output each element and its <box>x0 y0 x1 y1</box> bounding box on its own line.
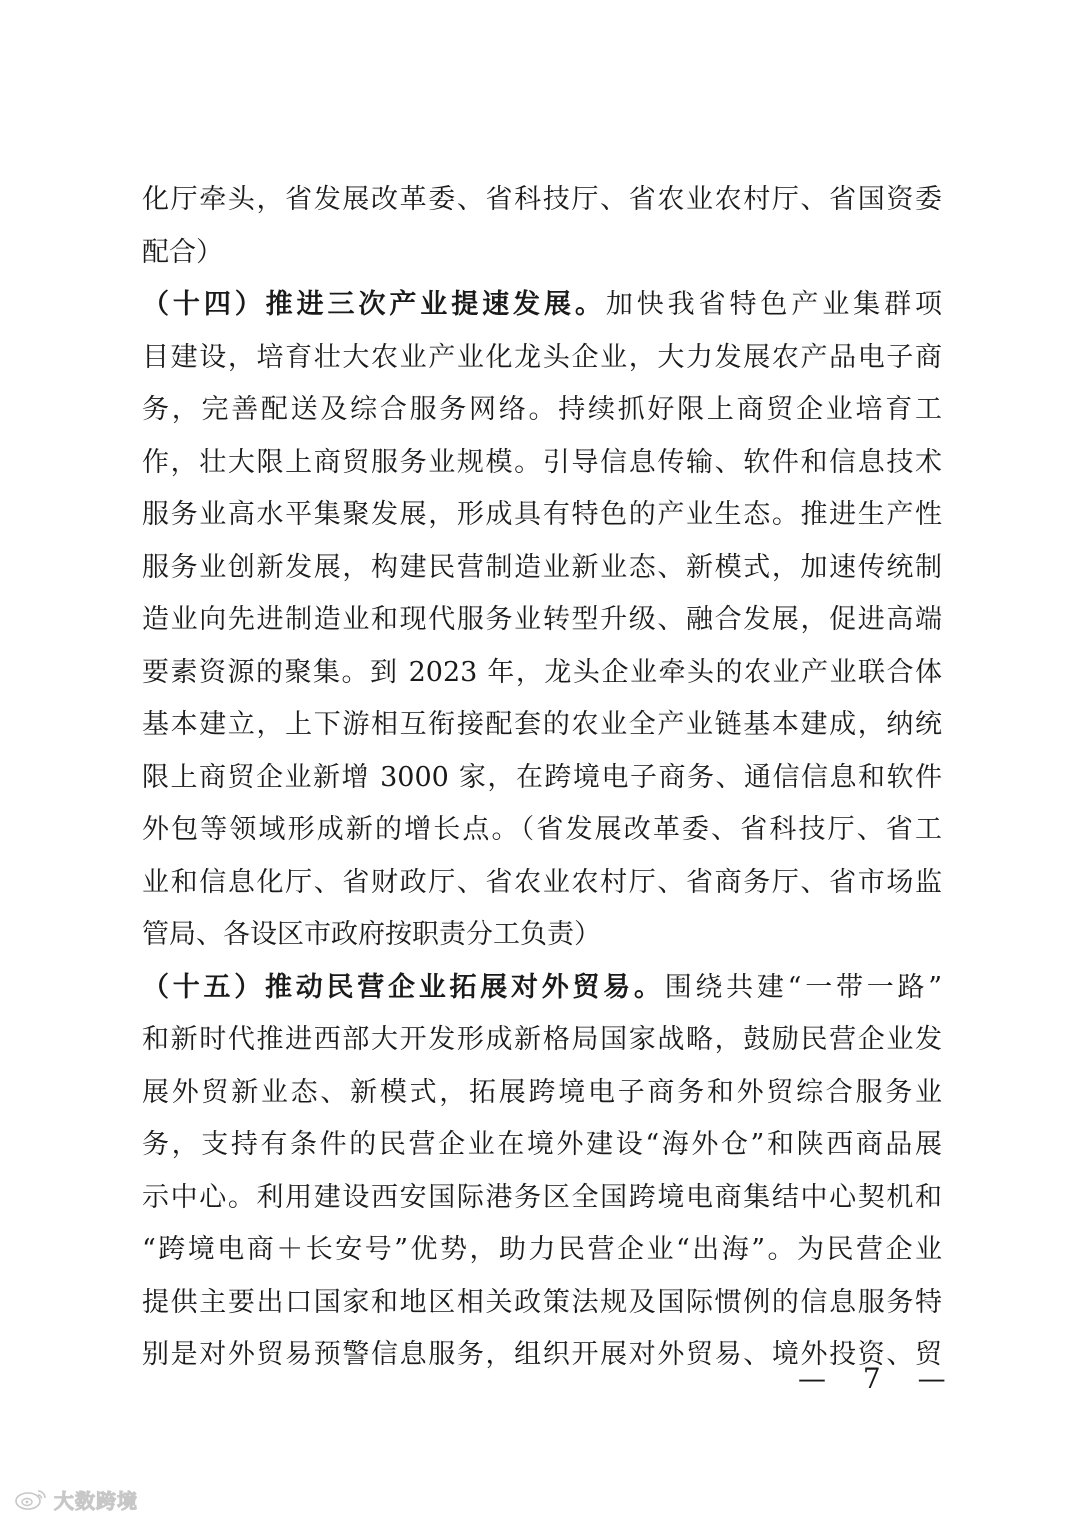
text-line-7: 服务业高水平集聚发展，形成具有特色的产业生态。推进生产性 <box>142 499 942 530</box>
text-line-21: “跨境电商＋长安号”优势，助力民营企业“出海”。为民营企业 <box>142 1234 942 1265</box>
text-line-16: （十五）推动民营企业拓展对外贸易。围绕共建“一带一路” <box>142 971 943 1003</box>
document-body <box>142 174 942 1382</box>
text-line-6: 作，壮大限上商贸服务业规模。引导信息传输、软件和信息技术 <box>142 446 942 478</box>
text-line-1: 化厅牵头，省发展改革委、省科技厅、省农业农村厅、省国资委 <box>142 184 942 215</box>
text-line-18: 展外贸新业态、新模式，拓展跨境电子商务和外贸综合服务业 <box>142 1076 942 1108</box>
text-line-11: 基本建立，上下游相互衔接配套的农业全产业链基本建成，纳统 <box>142 709 942 740</box>
text-line-10: 要素资源的聚集。到 2023 年，龙头企业牵头的农业产业联合体 <box>142 656 942 688</box>
text-line-14: 业和信息化厅、省财政厅、省农业农村厅、省商务厅、省市场监 <box>142 866 942 898</box>
text-line-5: 务，完善配送及综合服务网络。持续抓好限上商贸企业培育工 <box>142 394 942 425</box>
section-heading-14: （十四）推进三次产业提速发展。 <box>142 289 606 320</box>
page-number: — 7 — <box>798 1362 960 1395</box>
text-line-17: 和新时代推进西部大开发形成新格局国家战略，鼓励民营企业发 <box>142 1024 942 1055</box>
section-heading-15: （十五）推动民营企业拓展对外贸易。 <box>142 971 665 1003</box>
text-line-4: 目建设，培育壮大农业产业化龙头企业，大力发展农产品电子商 <box>142 341 942 373</box>
text-line-19: 务，支持有条件的民营企业在境外建设“海外仓”和陕西商品展 <box>142 1129 942 1160</box>
text-line-13: 外包等领域形成新的增长点。（省发展改革委、省科技厅、省工 <box>142 814 942 845</box>
text-line-15: 管局、各设区市政府按职责分工负责） <box>142 919 601 950</box>
text-line-3: （十四）推进三次产业提速发展。加快我省特色产业集群项 <box>142 289 943 320</box>
text-line-2: 配合） <box>142 236 223 268</box>
weibo-logo-icon <box>14 1487 48 1511</box>
text-line-12: 限上商贸企业新增 3000 家，在跨境电子商务、通信信息和软件 <box>142 761 942 793</box>
text-line-23: 别是对外贸易预警信息服务，组织开展对外贸易、境外投资、贸 <box>142 1339 942 1370</box>
text-line-20: 示中心。利用建设西安国际港务区全国跨境电商集结中心契机和 <box>142 1181 942 1213</box>
watermark <box>14 1484 138 1514</box>
watermark-text: 大数跨境 <box>54 1488 138 1513</box>
text-line-8: 服务业创新发展，构建民营制造业新业态、新模式，加速传统制 <box>142 551 942 583</box>
text-line-22: 提供主要出口国家和地区相关政策法规及国际惯例的信息服务特 <box>142 1286 942 1318</box>
text-line-9: 造业向先进制造业和现代服务业转型升级、融合发展，促进高端 <box>142 604 942 635</box>
